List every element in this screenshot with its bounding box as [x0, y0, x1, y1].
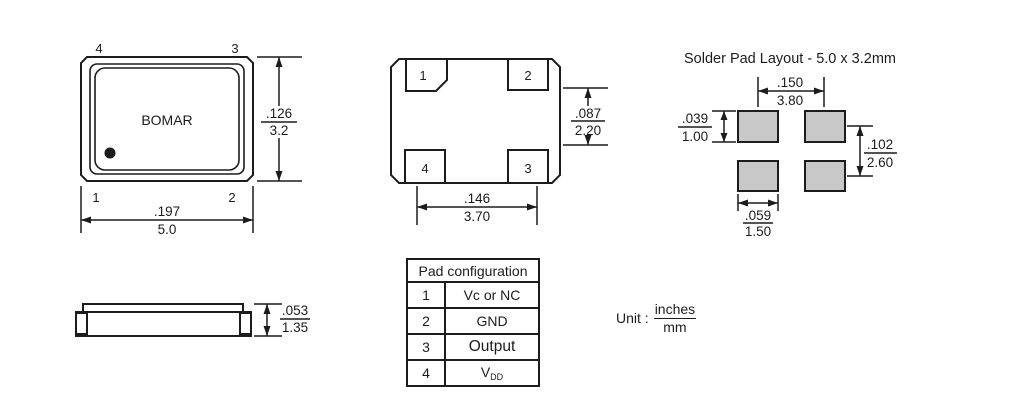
side-view-body — [76, 312, 251, 336]
side-view-drawing — [70, 295, 315, 350]
arrowhead-right — [527, 204, 537, 211]
vdd-main: V — [480, 364, 491, 380]
arrowhead-down — [276, 171, 283, 181]
pad-function-cell: Vc or NC — [445, 282, 539, 308]
pad-number-cell: 1 — [407, 282, 445, 308]
arrowhead-right — [814, 88, 824, 95]
arrowhead-up — [857, 126, 864, 136]
height-dim-inches: .126 — [265, 106, 293, 121]
horizontal-pitch-inches: .150 — [776, 75, 804, 90]
vertical-pitch-inches: .102 — [866, 137, 894, 152]
row-gap-dim-inches: .087 — [574, 106, 602, 121]
vertical-pitch-mm: 2.60 — [866, 155, 894, 170]
unit-numerator: inches — [654, 301, 696, 317]
arrowhead-left — [81, 217, 91, 224]
solder-pad-layout-title: Solder Pad Layout - 5.0 x 3.2mm — [684, 51, 896, 67]
arrowhead-right — [243, 217, 253, 224]
pad4-number: 4 — [421, 161, 429, 176]
pitch-dim-mm: 3.70 — [463, 209, 491, 224]
pad3-number: 3 — [524, 161, 532, 176]
pitch-dim-inches: .146 — [463, 191, 491, 206]
pin2-label: 2 — [228, 190, 236, 205]
side-height-inches: .053 — [281, 303, 309, 318]
width-dim-mm: 5.0 — [157, 222, 177, 237]
solder-pad-top-left — [738, 111, 778, 142]
pad-number-cell: 3 — [407, 334, 445, 360]
solder-pad-bottom-right — [805, 161, 845, 191]
row-gap-dim-mm: 2.20 — [574, 123, 602, 138]
table-row — [407, 334, 539, 360]
table-header: Pad configuration — [407, 259, 539, 282]
pin1-label: 1 — [92, 190, 100, 205]
side-view-left-castellation — [76, 313, 87, 334]
pin4-label: 4 — [95, 41, 103, 56]
unit-note — [616, 302, 696, 334]
pin1-index-dot — [105, 148, 116, 159]
arrowhead-up — [264, 304, 271, 314]
side-view-lid — [83, 304, 243, 312]
arrowhead-right — [768, 200, 778, 207]
pad-function-cell: GND — [445, 308, 539, 334]
unit-denominator: mm — [663, 318, 687, 335]
unit-label: Unit : — [616, 310, 649, 327]
solder-pad-top-right — [805, 111, 845, 142]
pad1-number: 1 — [419, 68, 427, 83]
table-row — [407, 308, 539, 334]
height-dim-mm: 3.2 — [269, 123, 289, 138]
table-row — [407, 360, 539, 386]
arrowhead-left — [417, 204, 427, 211]
pad-width-inches: .059 — [744, 208, 772, 223]
table-row — [407, 282, 539, 308]
pad2-number: 2 — [524, 68, 532, 83]
arrowhead-up — [721, 111, 728, 120]
pad-configuration-table — [406, 258, 540, 387]
horizontal-pitch-mm: 3.80 — [776, 93, 804, 108]
pad-height-inches: .039 — [681, 111, 709, 126]
pad-function-cell — [445, 360, 539, 386]
arrowhead-left — [738, 200, 748, 207]
bottom-view-drawing — [380, 40, 615, 235]
side-height-mm: 1.35 — [281, 320, 309, 335]
side-view-right-castellation — [240, 313, 251, 334]
table-header-row — [407, 259, 539, 282]
pad-width-mm: 1.50 — [744, 224, 772, 239]
arrowhead-left — [758, 88, 768, 95]
arrowhead-down — [857, 166, 864, 176]
arrowhead-down — [721, 133, 728, 142]
solder-pad-layout-drawing — [670, 70, 915, 245]
width-dim-inches: .197 — [153, 204, 181, 219]
pad-number-cell: 2 — [407, 308, 445, 334]
arrowhead-up — [585, 88, 592, 98]
pad-height-mm: 1.00 — [681, 129, 709, 144]
brand-label: BOMAR — [141, 112, 193, 128]
top-view-drawing — [60, 30, 310, 245]
arrowhead-up — [276, 57, 283, 67]
solder-pad-bottom-left — [738, 161, 778, 191]
unit-fraction — [654, 302, 696, 334]
arrowhead-down — [264, 326, 271, 336]
pad-function-cell: Output — [445, 334, 539, 360]
vdd-subscript: DD — [490, 372, 504, 382]
pin3-label: 3 — [231, 41, 239, 56]
pad-number-cell: 4 — [407, 360, 445, 386]
